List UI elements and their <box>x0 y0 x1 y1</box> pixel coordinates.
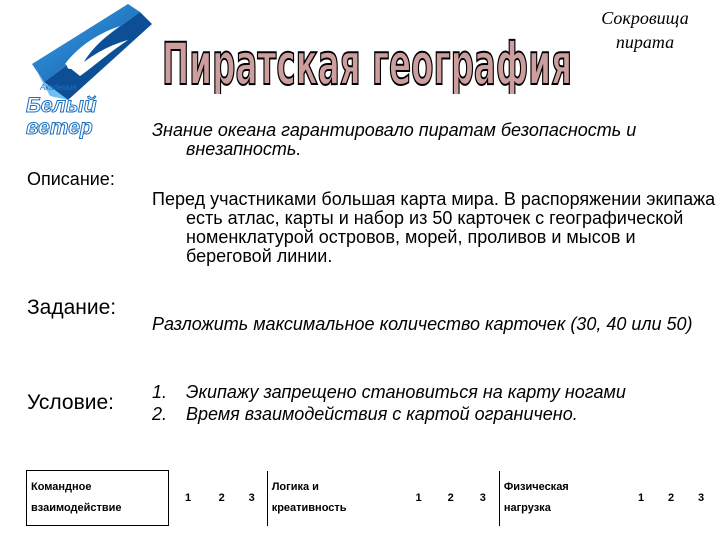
criterion-label: Командное взаимодействие <box>27 471 169 526</box>
score-2: 2 <box>667 492 675 504</box>
score-3: 3 <box>248 492 255 504</box>
condition-number: 2. <box>152 404 168 424</box>
condition-number: 1. <box>152 382 168 402</box>
condition-text: Экипажу запрещено становиться на карту ногами <box>186 382 626 402</box>
score-1: 1 <box>184 492 192 504</box>
svg-text:Академия: Академия <box>40 83 77 92</box>
score-2: 2 <box>447 492 454 504</box>
corner-line-2: пирата <box>615 32 675 52</box>
score-3: 3 <box>479 492 486 504</box>
task-text: Разложить максимальное количество карточек (30, 40 или 50) <box>152 314 693 334</box>
description-label: Описание: <box>27 169 115 189</box>
description-text: Перед участниками большая карта мира. В распоряжении экипажа есть атлас, карты и набор из 50 карточек с географической номенклатурой островов, морей, проливов и мысов и береговой линии. <box>152 189 716 266</box>
condition-list <box>152 381 626 425</box>
condition-text: Время взаимодействия с картой ограничено. <box>186 404 578 424</box>
score-1: 1 <box>415 492 422 504</box>
score-3: 3 <box>697 492 705 504</box>
score-1: 1 <box>638 492 645 504</box>
condition-item <box>152 381 626 403</box>
svg-text:Белый: Белый <box>26 94 97 117</box>
intro-text: Знание океана гарантировало пиратам безопасность и внезапность. <box>152 120 637 159</box>
condition-label: Условие: <box>27 391 115 414</box>
condition-item <box>152 403 626 425</box>
corner-caption <box>580 6 710 54</box>
title-text: Пиратская география <box>162 30 572 94</box>
criteria-table <box>26 470 716 526</box>
page-title <box>155 4 580 94</box>
sail-emblem-icon <box>10 4 160 140</box>
criterion-label: Логика и креативность <box>267 471 402 526</box>
task-label: Задание: <box>27 296 117 319</box>
score-2: 2 <box>218 492 225 504</box>
academy-logo <box>10 4 160 140</box>
corner-line-1: Сокровища <box>601 8 689 28</box>
svg-text:ветер: ветер <box>26 116 93 139</box>
criterion-label: Физическая нагрузка <box>499 471 626 526</box>
